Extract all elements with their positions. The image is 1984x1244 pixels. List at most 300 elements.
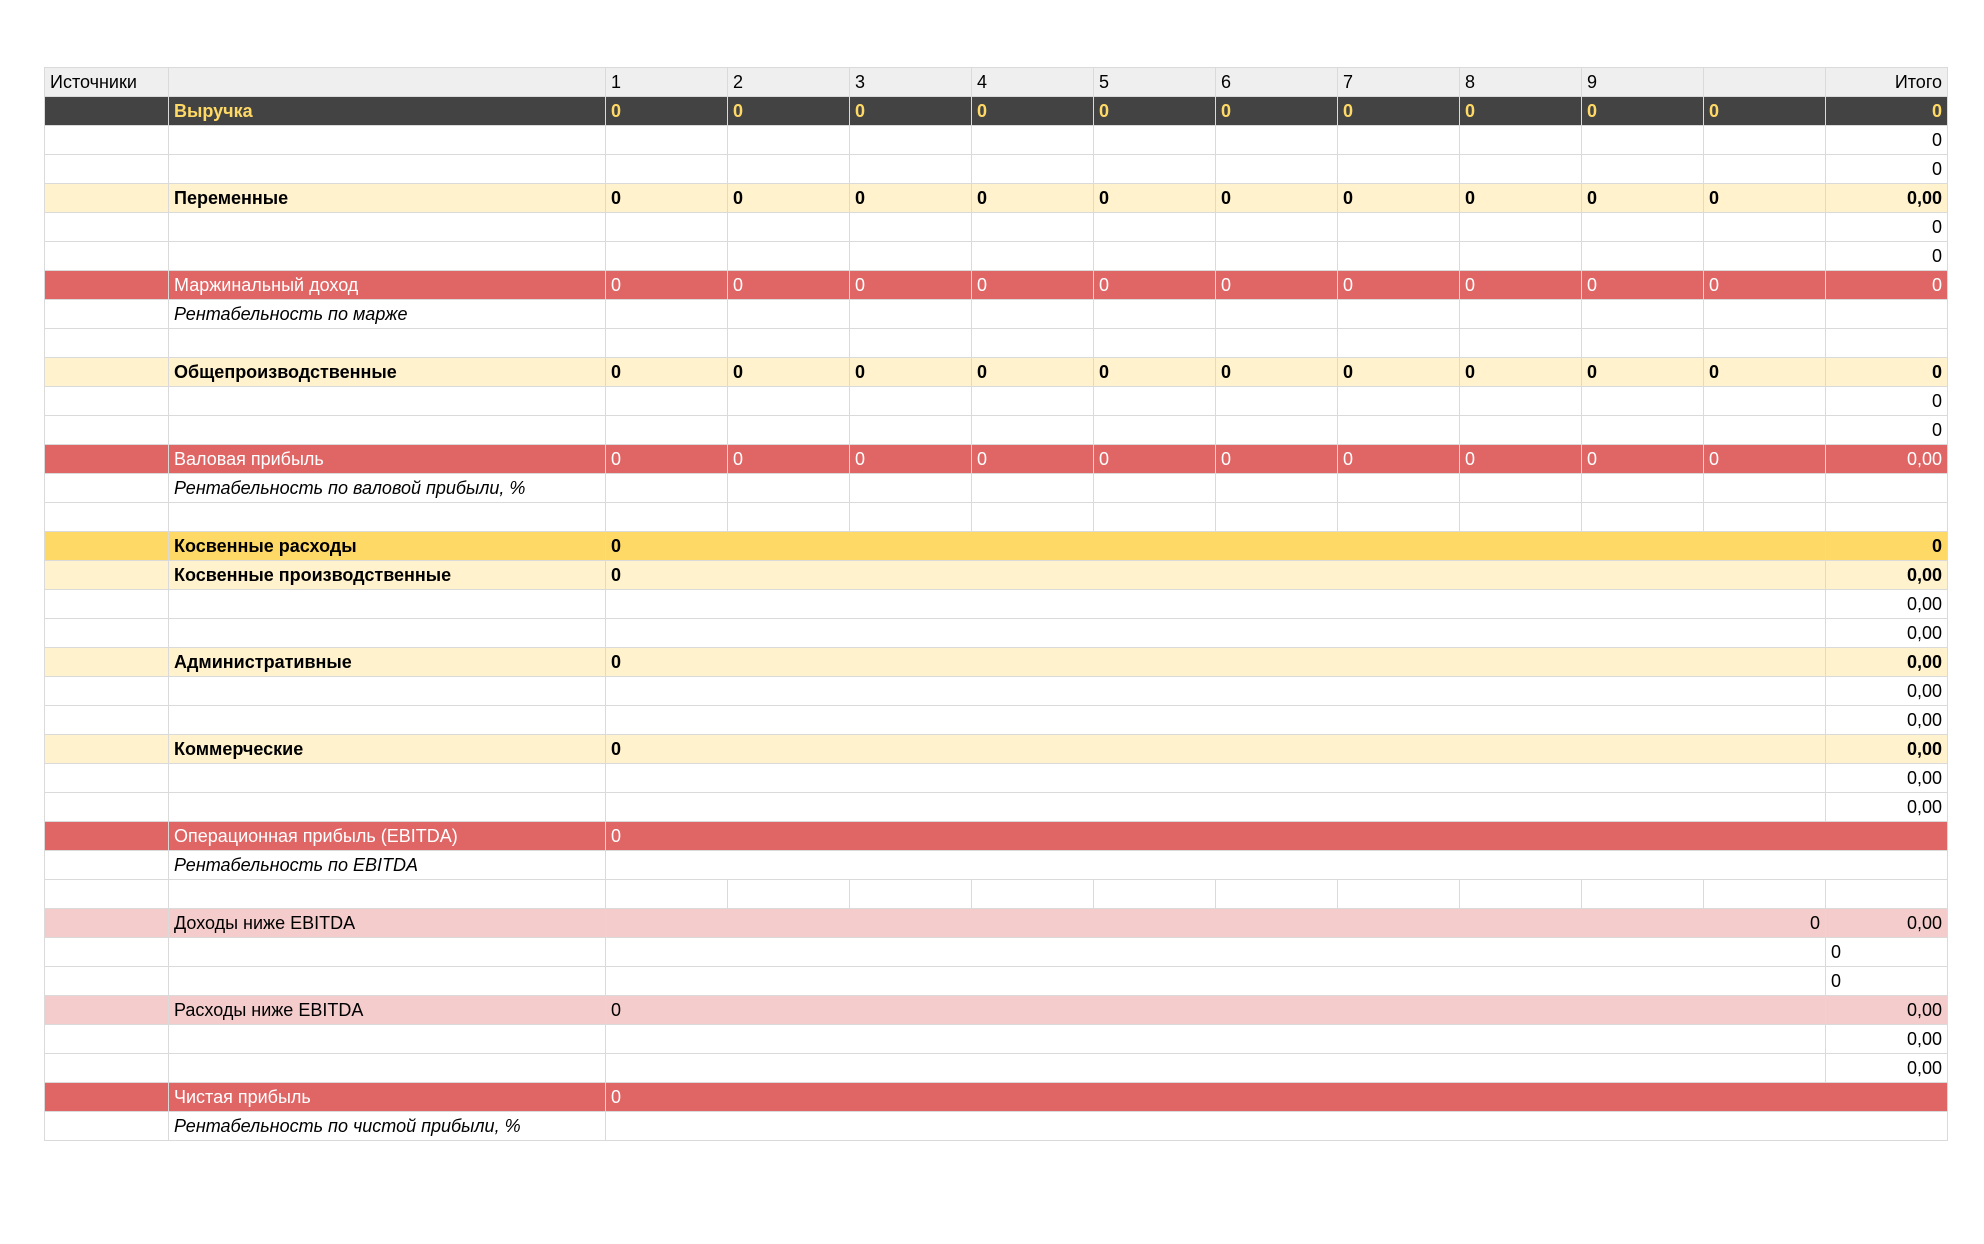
label-cell[interactable] xyxy=(169,387,606,416)
value-cell[interactable] xyxy=(606,880,728,909)
note-label[interactable]: Рентабельность по валовой прибыли, % xyxy=(169,474,606,503)
value-cell[interactable]: 0 xyxy=(606,184,728,213)
source-cell[interactable] xyxy=(45,648,169,677)
source-cell[interactable] xyxy=(45,793,169,822)
row-label[interactable]: Маржинальный доход xyxy=(169,271,606,300)
value-cell[interactable] xyxy=(1216,474,1338,503)
value-cell[interactable]: 0 xyxy=(1460,97,1582,126)
value-cell[interactable] xyxy=(728,474,850,503)
source-cell[interactable] xyxy=(45,416,169,445)
value-cell[interactable] xyxy=(1582,213,1704,242)
source-cell[interactable] xyxy=(45,996,169,1025)
value-cell[interactable]: 0 xyxy=(1582,97,1704,126)
label-cell[interactable] xyxy=(169,880,606,909)
row-note xyxy=(45,1112,1948,1141)
value-cell[interactable] xyxy=(1216,300,1338,329)
value-cell[interactable]: 0 xyxy=(728,445,850,474)
source-cell[interactable] xyxy=(45,184,169,213)
label-cell[interactable] xyxy=(169,938,606,967)
period-header-cell[interactable]: 5 xyxy=(1094,68,1216,97)
value-cell[interactable] xyxy=(1216,329,1338,358)
value-cell[interactable] xyxy=(728,416,850,445)
value-cell[interactable]: 0 xyxy=(1216,358,1338,387)
note-label[interactable]: Рентабельность по марже xyxy=(169,300,606,329)
value-cell[interactable] xyxy=(1460,213,1582,242)
value-cell[interactable] xyxy=(1338,126,1460,155)
value-cell[interactable] xyxy=(1094,503,1216,532)
label-cell[interactable] xyxy=(169,590,606,619)
value-cell[interactable] xyxy=(850,416,972,445)
value-cell[interactable] xyxy=(972,880,1094,909)
total-cell[interactable] xyxy=(1826,503,1948,532)
source-cell[interactable] xyxy=(45,126,169,155)
total-cell[interactable]: 0 xyxy=(1826,387,1948,416)
merged-cell[interactable] xyxy=(606,706,1826,735)
source-cell[interactable] xyxy=(45,532,169,561)
value-cell[interactable] xyxy=(972,474,1094,503)
value-cell[interactable] xyxy=(606,329,728,358)
value-cell[interactable] xyxy=(850,474,972,503)
value-cell[interactable]: 0 xyxy=(1216,97,1338,126)
value-cell[interactable] xyxy=(850,503,972,532)
row-label[interactable]: Административные xyxy=(169,648,606,677)
source-cell[interactable] xyxy=(45,735,169,764)
value-cell[interactable]: 0 xyxy=(728,358,850,387)
value-cell[interactable] xyxy=(972,155,1094,184)
row-label[interactable]: Косвенные расходы xyxy=(169,532,606,561)
value-cell[interactable] xyxy=(1460,126,1582,155)
merged-value-cell[interactable]: 0 xyxy=(606,561,1826,590)
value-cell[interactable]: 0 xyxy=(1216,445,1338,474)
value-cell[interactable] xyxy=(1460,242,1582,271)
total-cell[interactable]: 0 xyxy=(1826,967,1948,996)
value-cell[interactable] xyxy=(1338,155,1460,184)
merged-cell[interactable] xyxy=(606,967,1826,996)
value-cell[interactable] xyxy=(728,213,850,242)
value-cell[interactable] xyxy=(972,300,1094,329)
label-cell[interactable] xyxy=(169,764,606,793)
source-cell[interactable] xyxy=(45,880,169,909)
source-cell[interactable] xyxy=(45,271,169,300)
value-cell[interactable] xyxy=(850,880,972,909)
value-cell[interactable]: 0 xyxy=(1582,358,1704,387)
value-cell[interactable] xyxy=(728,242,850,271)
source-cell[interactable] xyxy=(45,764,169,793)
value-cell[interactable] xyxy=(850,300,972,329)
row-label[interactable]: Выручка xyxy=(169,97,606,126)
value-cell[interactable] xyxy=(850,329,972,358)
total-cell[interactable]: 0 xyxy=(1826,126,1948,155)
total-cell[interactable]: 0,00 xyxy=(1826,677,1948,706)
value-cell[interactable]: 0 xyxy=(850,358,972,387)
note-label[interactable]: Рентабельность по EBITDA xyxy=(169,851,606,880)
value-cell[interactable] xyxy=(1460,880,1582,909)
value-cell[interactable] xyxy=(1582,242,1704,271)
value-cell[interactable]: 0 xyxy=(1460,358,1582,387)
label-cell[interactable] xyxy=(169,677,606,706)
value-cell[interactable] xyxy=(1460,300,1582,329)
total-cell[interactable]: 0,00 xyxy=(1826,764,1948,793)
source-cell[interactable] xyxy=(45,851,169,880)
source-cell[interactable] xyxy=(45,590,169,619)
value-cell[interactable]: 0 xyxy=(1094,97,1216,126)
label-cell[interactable] xyxy=(169,416,606,445)
merged-value-cell[interactable]: 0 xyxy=(606,532,1826,561)
value-cell[interactable] xyxy=(606,300,728,329)
value-cell[interactable] xyxy=(850,126,972,155)
value-cell[interactable] xyxy=(1582,387,1704,416)
value-cell[interactable] xyxy=(1460,416,1582,445)
merged-cell[interactable] xyxy=(606,851,1948,880)
value-cell[interactable] xyxy=(606,155,728,184)
row-label[interactable]: Общепроизводственные xyxy=(169,358,606,387)
source-cell[interactable] xyxy=(45,677,169,706)
period-header-cell[interactable] xyxy=(1704,68,1826,97)
value-cell[interactable] xyxy=(1582,300,1704,329)
label-cell[interactable] xyxy=(169,213,606,242)
value-cell[interactable] xyxy=(972,242,1094,271)
merged-value-cell[interactable]: 0 xyxy=(606,822,1948,851)
total-cell[interactable]: 0 xyxy=(1826,358,1948,387)
merged-value-cell[interactable]: 0 xyxy=(606,735,1826,764)
merged-cell[interactable] xyxy=(606,1112,1948,1141)
total-cell[interactable]: 0,00 xyxy=(1826,706,1948,735)
value-cell[interactable]: 0 xyxy=(1094,445,1216,474)
value-cell[interactable] xyxy=(1582,503,1704,532)
total-cell[interactable]: 0,00 xyxy=(1826,793,1948,822)
merged-value-cell[interactable]: 0 xyxy=(606,909,1826,938)
total-cell[interactable]: 0 xyxy=(1826,155,1948,184)
merged-value-cell[interactable]: 0 xyxy=(606,1083,1948,1112)
label-cell[interactable] xyxy=(169,155,606,184)
value-cell[interactable]: 0 xyxy=(1094,358,1216,387)
total-cell[interactable] xyxy=(1826,880,1948,909)
value-cell[interactable] xyxy=(1216,126,1338,155)
value-cell[interactable] xyxy=(1460,387,1582,416)
value-cell[interactable]: 0 xyxy=(1460,184,1582,213)
value-cell[interactable]: 0 xyxy=(1338,358,1460,387)
total-cell[interactable]: 0 xyxy=(1826,938,1948,967)
value-cell[interactable] xyxy=(1704,126,1826,155)
total-cell[interactable]: 0,00 xyxy=(1826,996,1948,1025)
value-cell[interactable] xyxy=(972,213,1094,242)
value-cell[interactable] xyxy=(1704,503,1826,532)
value-cell[interactable]: 0 xyxy=(1704,358,1826,387)
value-cell[interactable] xyxy=(1704,329,1826,358)
source-cell[interactable] xyxy=(45,358,169,387)
value-cell[interactable]: 0 xyxy=(1460,271,1582,300)
value-cell[interactable] xyxy=(1460,155,1582,184)
source-cell[interactable] xyxy=(45,503,169,532)
merged-cell[interactable] xyxy=(606,793,1826,822)
value-cell[interactable] xyxy=(1704,387,1826,416)
value-cell[interactable] xyxy=(1338,387,1460,416)
value-cell[interactable]: 0 xyxy=(972,184,1094,213)
row-note xyxy=(45,474,1948,503)
period-header-cell[interactable]: 7 xyxy=(1338,68,1460,97)
period-header-cell[interactable]: 1 xyxy=(606,68,728,97)
value-cell[interactable] xyxy=(1216,503,1338,532)
total-cell[interactable]: 0,00 xyxy=(1826,561,1948,590)
label-cell[interactable] xyxy=(169,126,606,155)
row-label[interactable]: Чистая прибыль xyxy=(169,1083,606,1112)
value-cell[interactable] xyxy=(1460,474,1582,503)
source-cell[interactable] xyxy=(45,300,169,329)
total-cell[interactable]: 0,00 xyxy=(1826,735,1948,764)
value-cell[interactable] xyxy=(1216,155,1338,184)
value-cell[interactable] xyxy=(1216,387,1338,416)
value-cell[interactable] xyxy=(972,126,1094,155)
value-cell[interactable] xyxy=(850,213,972,242)
source-cell[interactable] xyxy=(45,97,169,126)
total-cell[interactable]: 0 xyxy=(1826,271,1948,300)
merged-value-cell[interactable]: 0 xyxy=(606,648,1826,677)
value-cell[interactable]: 0 xyxy=(728,97,850,126)
value-cell[interactable] xyxy=(1094,416,1216,445)
value-cell[interactable]: 0 xyxy=(972,445,1094,474)
total-cell[interactable]: 0 xyxy=(1826,97,1948,126)
merged-cell[interactable] xyxy=(606,590,1826,619)
value-cell[interactable] xyxy=(850,155,972,184)
value-cell[interactable] xyxy=(1582,126,1704,155)
total-cell[interactable]: 0,00 xyxy=(1826,445,1948,474)
total-cell[interactable] xyxy=(1826,300,1948,329)
value-cell[interactable] xyxy=(1704,213,1826,242)
value-cell[interactable] xyxy=(1094,242,1216,271)
value-cell[interactable] xyxy=(850,387,972,416)
label-cell[interactable] xyxy=(169,619,606,648)
total-cell[interactable]: 0,00 xyxy=(1826,590,1948,619)
value-cell[interactable]: 0 xyxy=(1704,271,1826,300)
value-cell[interactable] xyxy=(1338,880,1460,909)
value-cell[interactable] xyxy=(606,242,728,271)
value-cell[interactable]: 0 xyxy=(1582,445,1704,474)
value-cell[interactable]: 0 xyxy=(1216,271,1338,300)
value-cell[interactable] xyxy=(1704,242,1826,271)
total-cell[interactable]: 0 xyxy=(1826,416,1948,445)
value-cell[interactable] xyxy=(1094,474,1216,503)
value-cell[interactable] xyxy=(972,387,1094,416)
value-cell[interactable] xyxy=(1704,474,1826,503)
value-cell[interactable] xyxy=(728,155,850,184)
value-cell[interactable] xyxy=(850,242,972,271)
total-header-cell[interactable]: Итого xyxy=(1826,68,1948,97)
value-cell[interactable] xyxy=(1094,387,1216,416)
value-cell[interactable] xyxy=(1338,474,1460,503)
period-header-cell[interactable]: 6 xyxy=(1216,68,1338,97)
total-cell[interactable]: 0,00 xyxy=(1826,909,1948,938)
source-cell[interactable] xyxy=(45,822,169,851)
value-cell[interactable]: 0 xyxy=(1582,271,1704,300)
sources-header-cell[interactable]: Источники xyxy=(45,68,169,97)
value-cell[interactable]: 0 xyxy=(1094,184,1216,213)
value-cell[interactable]: 0 xyxy=(1338,97,1460,126)
value-cell[interactable] xyxy=(606,503,728,532)
value-cell[interactable]: 0 xyxy=(1338,445,1460,474)
value-cell[interactable] xyxy=(1094,300,1216,329)
value-cell[interactable] xyxy=(1094,880,1216,909)
source-cell[interactable] xyxy=(45,1083,169,1112)
value-cell[interactable] xyxy=(972,416,1094,445)
row-blank xyxy=(45,677,1948,706)
merged-cell[interactable] xyxy=(606,1054,1826,1083)
merged-value-cell[interactable]: 0 xyxy=(606,996,1826,1025)
row-label[interactable]: Косвенные производственные xyxy=(169,561,606,590)
value-cell[interactable]: 0 xyxy=(1338,184,1460,213)
label-cell[interactable] xyxy=(169,793,606,822)
value-cell[interactable]: 0 xyxy=(1704,184,1826,213)
value-cell[interactable]: 0 xyxy=(1704,445,1826,474)
merged-cell[interactable] xyxy=(606,764,1826,793)
value-cell[interactable] xyxy=(1582,474,1704,503)
value-cell[interactable] xyxy=(1460,503,1582,532)
value-cell[interactable]: 0 xyxy=(606,445,728,474)
value-cell[interactable] xyxy=(606,387,728,416)
total-cell[interactable]: 0,00 xyxy=(1826,184,1948,213)
value-cell[interactable] xyxy=(728,300,850,329)
label-cell[interactable] xyxy=(169,329,606,358)
value-cell[interactable]: 0 xyxy=(850,445,972,474)
value-cell[interactable]: 0 xyxy=(1094,271,1216,300)
value-cell[interactable] xyxy=(1582,155,1704,184)
row-label[interactable]: Расходы ниже EBITDA xyxy=(169,996,606,1025)
value-cell[interactable] xyxy=(728,126,850,155)
value-cell[interactable]: 0 xyxy=(972,358,1094,387)
value-cell[interactable] xyxy=(1338,242,1460,271)
merged-cell[interactable] xyxy=(606,619,1826,648)
source-cell[interactable] xyxy=(45,242,169,271)
value-cell[interactable] xyxy=(1094,213,1216,242)
source-cell[interactable] xyxy=(45,967,169,996)
source-cell[interactable] xyxy=(45,706,169,735)
total-cell[interactable]: 0,00 xyxy=(1826,648,1948,677)
value-cell[interactable] xyxy=(1704,300,1826,329)
label-cell[interactable] xyxy=(169,967,606,996)
merged-cell[interactable] xyxy=(606,677,1826,706)
value-cell[interactable] xyxy=(606,474,728,503)
total-cell[interactable] xyxy=(1826,474,1948,503)
total-cell[interactable]: 0,00 xyxy=(1826,619,1948,648)
value-cell[interactable]: 0 xyxy=(850,271,972,300)
row-label[interactable]: Валовая прибыль xyxy=(169,445,606,474)
value-cell[interactable]: 0 xyxy=(606,97,728,126)
value-cell[interactable] xyxy=(606,126,728,155)
label-header-cell[interactable] xyxy=(169,68,606,97)
value-cell[interactable] xyxy=(728,880,850,909)
value-cell[interactable]: 0 xyxy=(972,271,1094,300)
value-cell[interactable] xyxy=(1460,329,1582,358)
value-cell[interactable] xyxy=(728,387,850,416)
value-cell[interactable] xyxy=(606,213,728,242)
value-cell[interactable] xyxy=(1582,329,1704,358)
source-cell[interactable] xyxy=(45,387,169,416)
value-cell[interactable] xyxy=(1216,416,1338,445)
total-cell[interactable]: 0 xyxy=(1826,242,1948,271)
merged-cell[interactable] xyxy=(606,1025,1826,1054)
source-cell[interactable] xyxy=(45,909,169,938)
source-cell[interactable] xyxy=(45,1025,169,1054)
value-cell[interactable] xyxy=(1094,126,1216,155)
row-label[interactable]: Операционная прибыль (EBITDA) xyxy=(169,822,606,851)
value-cell[interactable] xyxy=(728,503,850,532)
note-label[interactable]: Рентабельность по чистой прибыли, % xyxy=(169,1112,606,1141)
merged-cell[interactable] xyxy=(606,938,1826,967)
row-label[interactable]: Коммерческие xyxy=(169,735,606,764)
value-cell[interactable] xyxy=(1094,329,1216,358)
value-cell[interactable]: 0 xyxy=(1338,271,1460,300)
value-cell[interactable] xyxy=(1094,155,1216,184)
value-cell[interactable] xyxy=(1216,213,1338,242)
value-cell[interactable] xyxy=(1582,416,1704,445)
value-cell[interactable]: 0 xyxy=(972,97,1094,126)
value-cell[interactable] xyxy=(1216,880,1338,909)
value-cell[interactable] xyxy=(1338,416,1460,445)
value-cell[interactable]: 0 xyxy=(1704,97,1826,126)
label-cell[interactable] xyxy=(169,1054,606,1083)
total-cell[interactable]: 0,00 xyxy=(1826,1054,1948,1083)
value-cell[interactable] xyxy=(1704,416,1826,445)
source-cell[interactable] xyxy=(45,445,169,474)
value-cell[interactable]: 0 xyxy=(1460,445,1582,474)
source-cell[interactable] xyxy=(45,561,169,590)
value-cell[interactable] xyxy=(1704,880,1826,909)
value-cell[interactable] xyxy=(1338,300,1460,329)
value-cell[interactable]: 0 xyxy=(850,97,972,126)
source-cell[interactable] xyxy=(45,1112,169,1141)
row-label[interactable]: Переменные xyxy=(169,184,606,213)
value-cell[interactable] xyxy=(1338,213,1460,242)
label-cell[interactable] xyxy=(169,242,606,271)
source-cell[interactable] xyxy=(45,155,169,184)
period-header-cell[interactable]: 9 xyxy=(1582,68,1704,97)
value-cell[interactable] xyxy=(728,329,850,358)
period-header-cell[interactable]: 3 xyxy=(850,68,972,97)
period-header-cell[interactable]: 2 xyxy=(728,68,850,97)
value-cell[interactable] xyxy=(972,503,1094,532)
value-cell[interactable] xyxy=(1338,329,1460,358)
value-cell[interactable] xyxy=(606,416,728,445)
value-cell[interactable]: 0 xyxy=(728,184,850,213)
label-cell[interactable] xyxy=(169,503,606,532)
value-cell[interactable] xyxy=(1704,155,1826,184)
source-cell[interactable] xyxy=(45,213,169,242)
source-cell[interactable] xyxy=(45,619,169,648)
source-cell[interactable] xyxy=(45,1054,169,1083)
value-cell[interactable] xyxy=(1582,880,1704,909)
total-cell[interactable]: 0 xyxy=(1826,213,1948,242)
value-cell[interactable]: 0 xyxy=(606,271,728,300)
total-cell[interactable]: 0,00 xyxy=(1826,1025,1948,1054)
row-label[interactable]: Доходы ниже EBITDA xyxy=(169,909,606,938)
source-cell[interactable] xyxy=(45,474,169,503)
value-cell[interactable]: 0 xyxy=(728,271,850,300)
value-cell[interactable]: 0 xyxy=(1582,184,1704,213)
value-cell[interactable] xyxy=(1216,242,1338,271)
label-cell[interactable] xyxy=(169,706,606,735)
total-cell[interactable]: 0 xyxy=(1826,532,1948,561)
value-cell[interactable]: 0 xyxy=(1216,184,1338,213)
period-header-cell[interactable]: 8 xyxy=(1460,68,1582,97)
value-cell[interactable] xyxy=(972,329,1094,358)
source-cell[interactable] xyxy=(45,329,169,358)
value-cell[interactable] xyxy=(1338,503,1460,532)
total-cell[interactable] xyxy=(1826,329,1948,358)
label-cell[interactable] xyxy=(169,1025,606,1054)
value-cell[interactable]: 0 xyxy=(606,358,728,387)
period-header-cell[interactable]: 4 xyxy=(972,68,1094,97)
source-cell[interactable] xyxy=(45,938,169,967)
value-cell[interactable]: 0 xyxy=(850,184,972,213)
